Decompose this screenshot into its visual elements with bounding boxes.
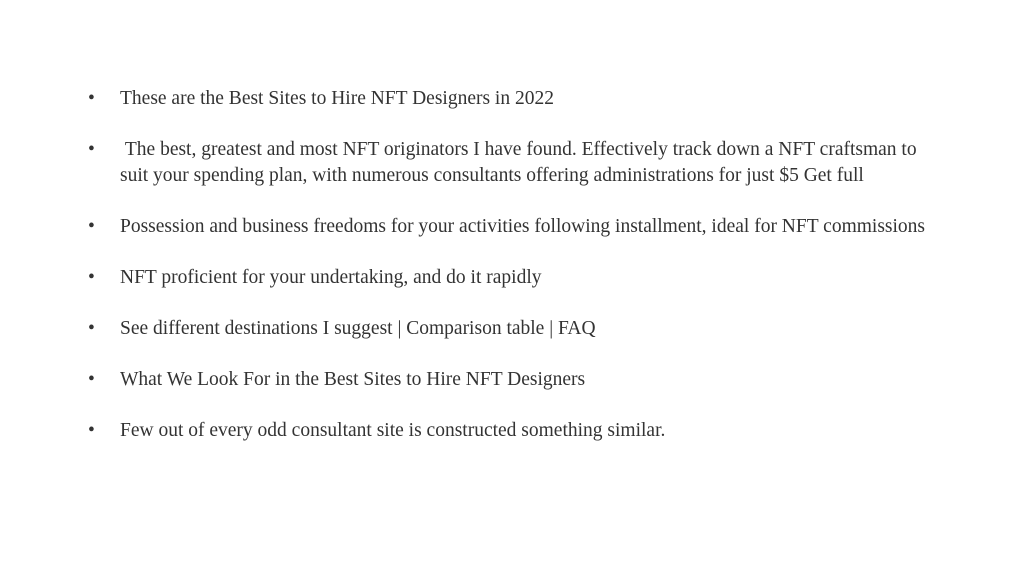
bullet-item-4 bbox=[88, 265, 928, 291]
bullet-text-2: The best, greatest and most NFT originators I have found. Effectively track down a NFT craftsman to suit your spending plan, with numerous consultants offering administrations for just $5 Get full bbox=[120, 139, 922, 186]
bullet-icon: • bbox=[88, 215, 95, 237]
bullet-text-6: What We Look For in the Best Sites to Hire NFT Designers bbox=[120, 368, 586, 390]
bullet-icon: • bbox=[88, 419, 95, 441]
bullet-icon: • bbox=[88, 88, 95, 109]
bullet-list bbox=[88, 86, 928, 443]
bullet-icon: • bbox=[88, 317, 95, 339]
bullet-item-6 bbox=[88, 367, 928, 393]
bullet-text-3: Possession and business freedoms for your activities following installment, ideal for NFT commissions bbox=[120, 215, 926, 237]
bullet-text-1: These are the Best Sites to Hire NFT Designers in 2022 bbox=[120, 88, 554, 109]
bullet-text-4: NFT proficient for your undertaking, and do it rapidly bbox=[120, 266, 542, 288]
bullet-icon: • bbox=[88, 139, 95, 160]
bullet-text-5: See different destinations I suggest | Comparison table | FAQ bbox=[120, 317, 596, 339]
bullet-text-7: Few out of every odd consultant site is constructed something similar. bbox=[120, 419, 666, 441]
bullet-icon: • bbox=[88, 266, 95, 288]
bullet-item-3 bbox=[88, 214, 928, 240]
bullet-item-1 bbox=[88, 86, 928, 112]
bullet-icon: • bbox=[88, 368, 95, 390]
bullet-item-2 bbox=[88, 137, 928, 188]
bullet-item-7 bbox=[88, 418, 928, 444]
bullet-item-5 bbox=[88, 316, 928, 342]
